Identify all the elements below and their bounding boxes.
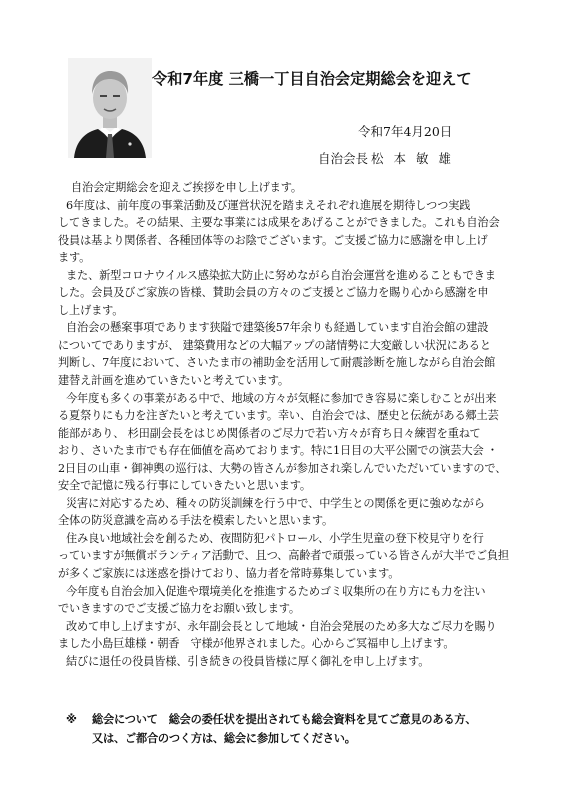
body-line: 今年度も多くの事業がある中で、地域の方々が気軽に参加でき容易に楽しむことが出来 (66, 391, 497, 405)
portrait-image (68, 58, 152, 158)
body-line: してきました。その結果、主要な事業には成果をあげることができました。これも自治会 (58, 216, 500, 230)
note-line-2: 又は、ご都合のつく方は、総会に参加してください。 (92, 732, 356, 745)
body-line: 判断し、7年度において、さいたま市の補助金を活用して耐震診断を施しながら自治会館 (58, 356, 496, 370)
author-role: 自治会長 (318, 151, 369, 166)
body-line: 自治会定期総会を迎えご挨拶を申し上げます。 (71, 181, 302, 194)
body-line: についてでありますが、 建築費用などの大幅アップの諸情勢に大変厳しい状況にあると (58, 338, 491, 352)
document-date: 令和7年4月20日 (358, 124, 453, 139)
greeting-body (58, 179, 509, 670)
body-line: 改めて申し上げますが、永年副会長として地域・自治会発展のため多大なご尽力を賜り (66, 619, 497, 633)
body-line: おり、さいたま市でも存在価値を高めております。特に1日目の大平公園での演芸大会 ・ (58, 444, 498, 458)
body-line: 能部があり、 杉田副会長をはじめ関係者のご尽力で若い方々が育ち日々練習を重ねて (58, 426, 481, 440)
body-line: 2日目の山車・御神輿の巡行は、大勢の皆さんが参加され楽しんでいただいていますので、 (58, 461, 507, 475)
body-line: 建替え計画を進めていきたいと考えています。 (58, 374, 289, 388)
body-line: し上げます。 (58, 303, 124, 317)
body-line: 安全で記憶に残る行事にしていきたいと思います。 (58, 479, 311, 493)
page-title: 令和7年度 三橋一丁目自治会定期総会を迎えて (152, 70, 472, 88)
body-line: ました小島巨雄様・朝香 守様が他界されました。心からご冥福申し上げます。 (58, 637, 455, 651)
body-line: でいきますのでご支援ご協力をお願い致します。 (58, 602, 300, 616)
body-line: ます。 (58, 251, 91, 265)
body-line: っていますが無償ボランティア活動で、且つ、高齢者で頑張っている皆さんが大半でご負担 (58, 549, 509, 563)
author-name: 松 本 敏 雄 (371, 151, 454, 166)
body-line: 自治会の懸案事項であります狭隘で建築後57年余りも経過しています自治会館の建設 (66, 321, 489, 335)
chairman-portrait-photo (68, 58, 152, 158)
body-line: 全体の防災意識を高める手法を模索したいと思います。 (58, 514, 334, 528)
note-mark: ※ (66, 713, 77, 726)
body-line: 災害に対応するため、種々の防災訓練を行う中で、中学生との関係を更に強めながら (66, 496, 485, 510)
body-line: る夏祭りにも力を注ぎたいと考えています。幸い、自治会では、歴史と伝統がある郷土芸 (58, 409, 499, 423)
general-meeting-note (66, 710, 516, 748)
body-line: 6年度は、前年度の事業活動及び運営状況を踏まえそれぞれ進展を期待しつつ実践 (66, 198, 471, 212)
body-line: 役員は基より関係者、各種団体等のお陰でございます。ご支援ご協力に感謝を申し上げ (58, 233, 488, 247)
body-line: 結びに退任の役員皆様、引き続きの役員皆様に厚く御礼を申し上げます。 (66, 654, 430, 668)
body-line: また、新型コロナウイルス感染拡大防止に努めながら自治会運営を進めることもできま (66, 268, 496, 282)
note-line-1: 総会について 総会の委任状を提出されても総会資料を見てご意見のある方、 (92, 713, 477, 726)
body-line: した。会員及びご家族の皆様、賛助会員の方々のご支援とご協力を賜り心から感謝を申 (58, 286, 489, 300)
body-line: 今年度も自治会加入促進や環境美化を推進するためゴミ収集所の在り方にも力を注い (66, 584, 486, 598)
body-line: 住み良い地域社会を創るため、夜間防犯パトロール、小学生児童の登下校見守りを行 (66, 531, 484, 545)
author-signature (318, 149, 454, 167)
body-line: が多くご家族には迷惑を掛けており、協力者を常時募集しています。 (58, 567, 400, 581)
